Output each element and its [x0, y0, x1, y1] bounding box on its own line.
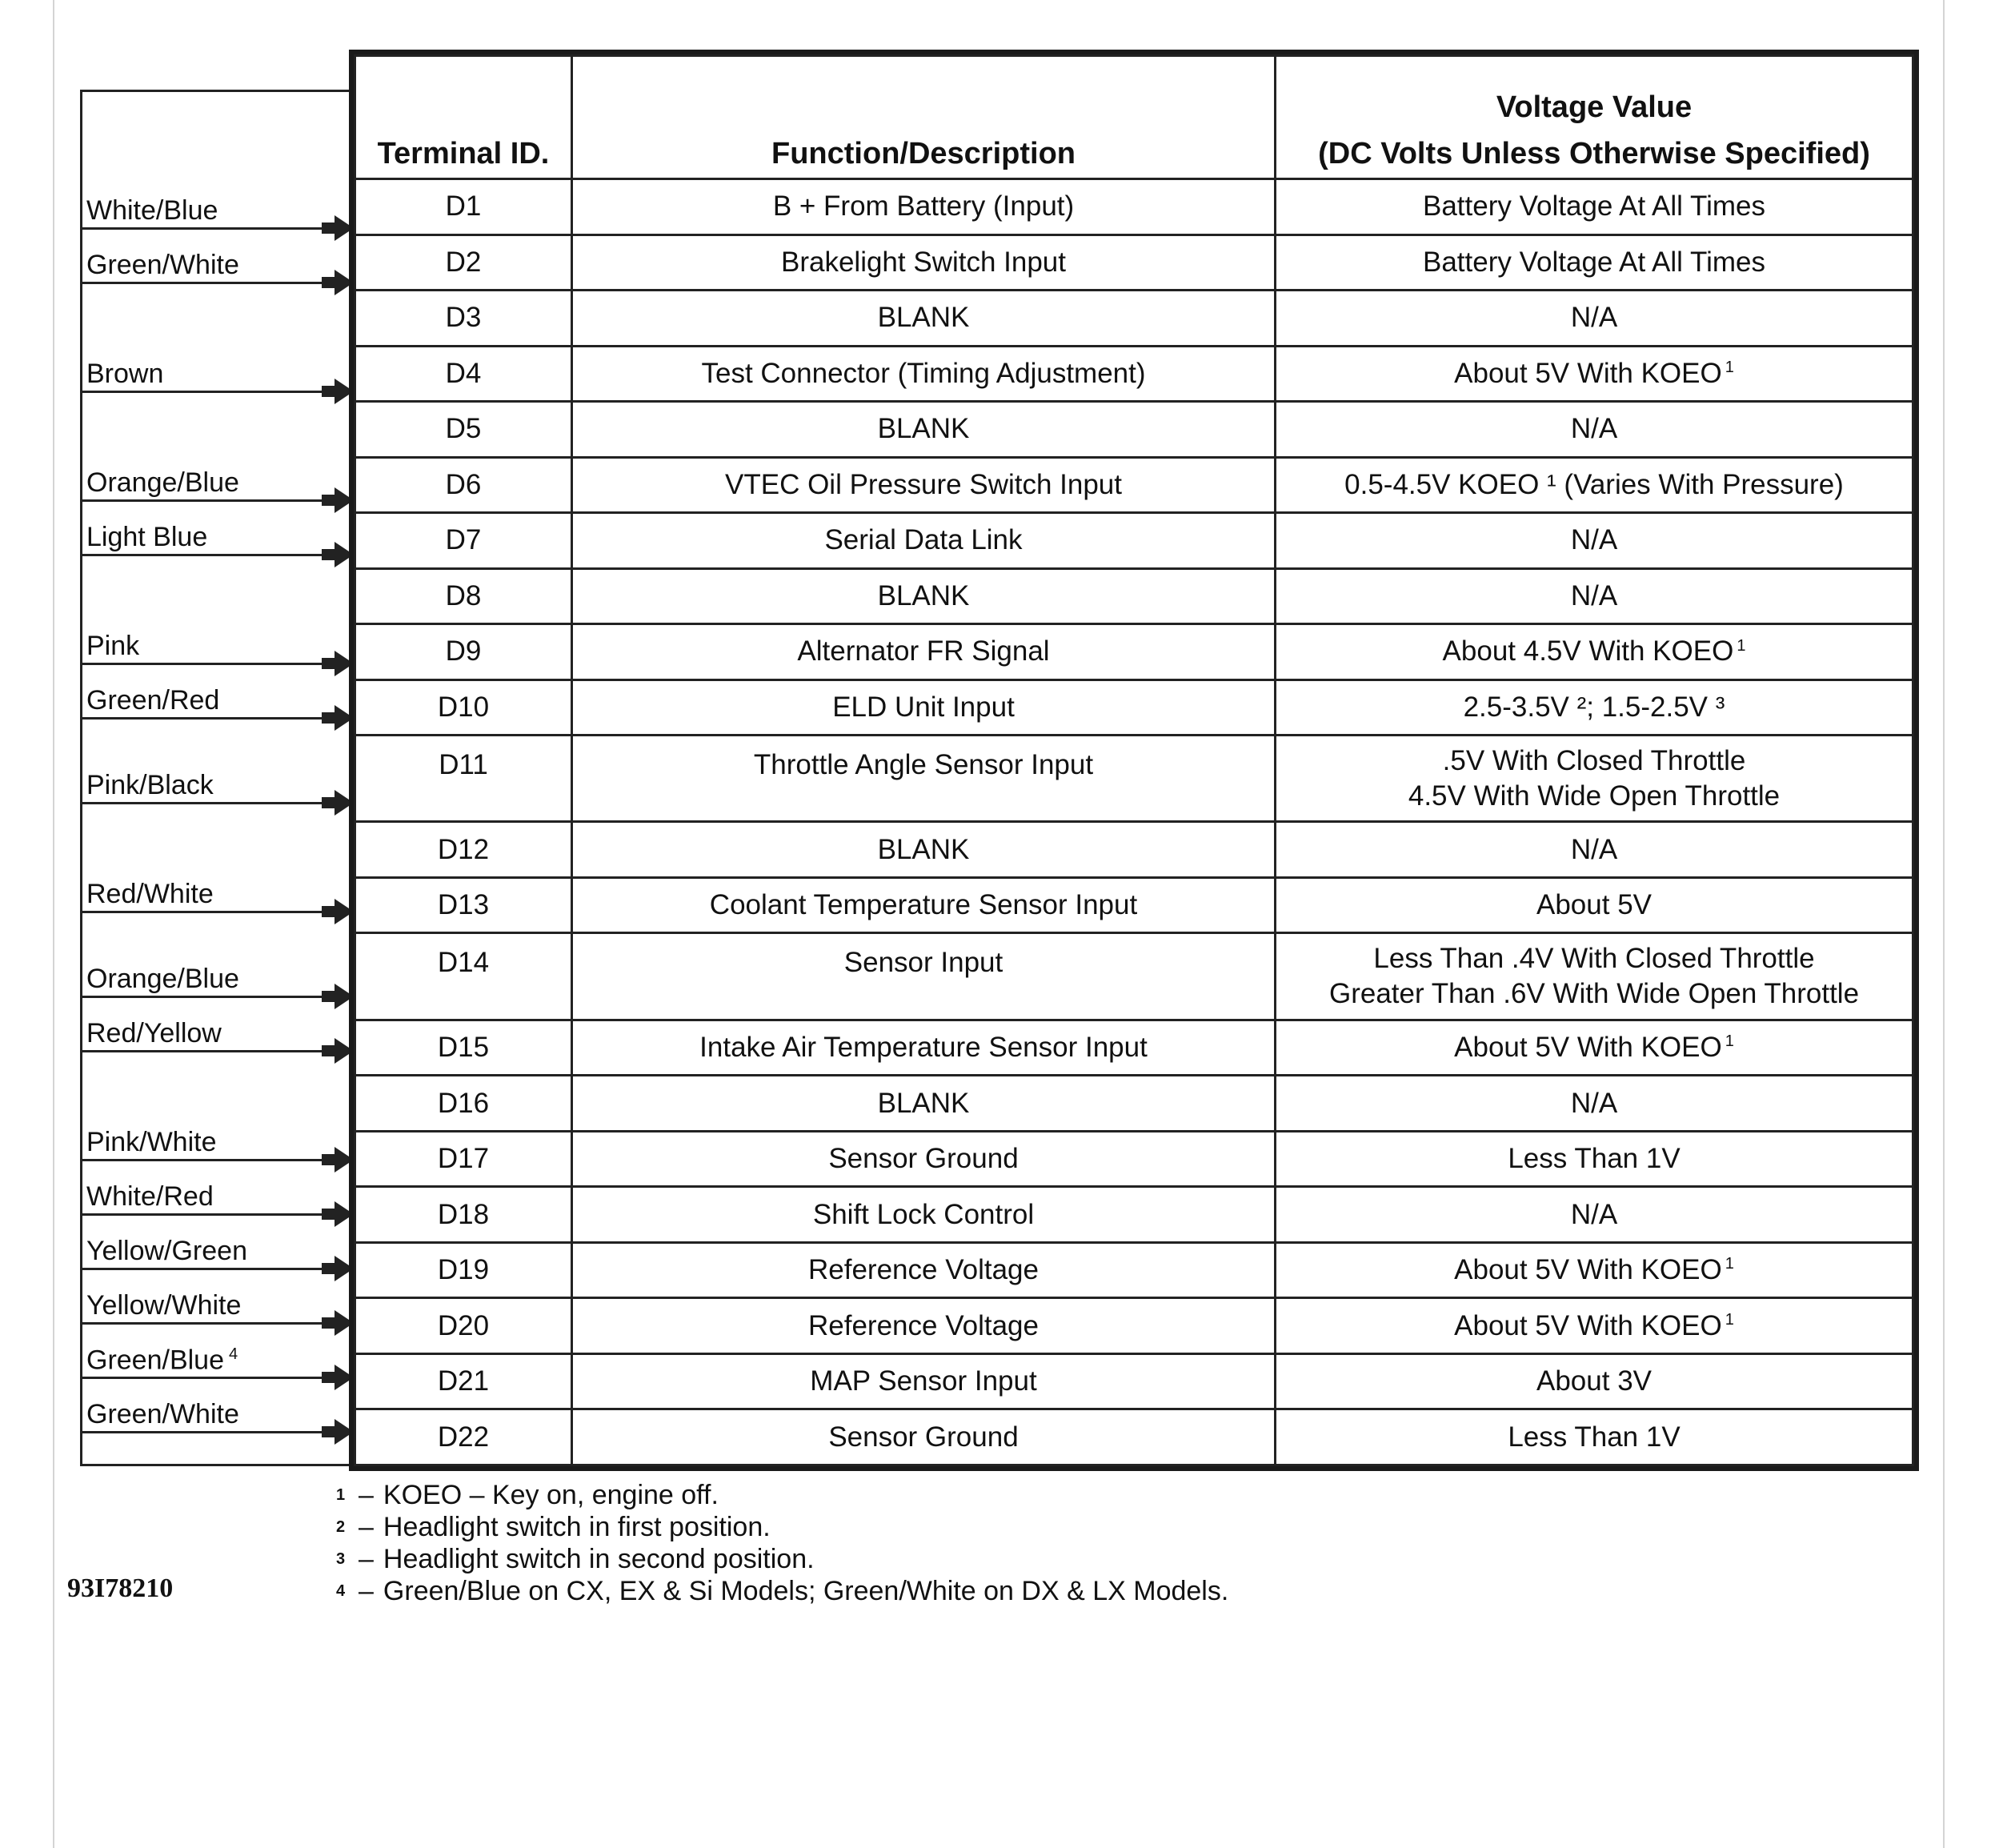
wire-color-label — [86, 880, 214, 908]
terminal-id-cell: D14 — [355, 933, 572, 1020]
wire-color-text: Yellow/Green — [86, 1236, 247, 1266]
voltage-text: About 3V — [1536, 1365, 1652, 1397]
wire-color-label — [86, 469, 239, 496]
voltage-line — [1284, 579, 1904, 614]
table-row — [355, 1409, 1913, 1465]
voltage-cell — [1276, 568, 1913, 624]
voltage-cell — [1276, 291, 1913, 347]
function-cell: Alternator FR Signal — [572, 624, 1276, 680]
footnote — [336, 1575, 1228, 1607]
voltage-line — [1284, 1141, 1904, 1177]
terminal-table — [349, 50, 1919, 1471]
terminal-id-cell: D21 — [355, 1353, 572, 1409]
wire-color-label — [86, 523, 207, 551]
voltage-cell — [1276, 513, 1913, 569]
wire-color-text: Green/Red — [86, 685, 220, 716]
footnote — [336, 1479, 1228, 1511]
function-cell: BLANK — [572, 1076, 1276, 1132]
voltage-line — [1284, 744, 1904, 779]
footnote-text: Headlight switch in second position. — [383, 1544, 815, 1574]
table-row — [355, 346, 1913, 402]
voltage-line — [1284, 1420, 1904, 1455]
voltage-cell — [1276, 877, 1913, 933]
wire-leader — [80, 359, 344, 393]
wire-color-text: Brown — [86, 359, 164, 389]
wire-leader — [80, 879, 344, 913]
voltage-line — [1284, 467, 1904, 503]
wire-color-text: Pink — [86, 631, 140, 661]
voltage-text: Less Than .4V With Closed Throttle — [1373, 943, 1815, 975]
voltage-text: .5V With Closed Throttle — [1442, 744, 1746, 776]
terminal-id-cell: D13 — [355, 877, 572, 933]
footnote-reference: 1 — [1725, 359, 1734, 377]
voltage-cell — [1276, 679, 1913, 736]
wire-color-text: Light Blue — [86, 522, 208, 552]
voltage-header-line2: (DC Volts Unless Otherwise Specified) — [1318, 136, 1870, 170]
voltage-cell — [1276, 1353, 1913, 1409]
voltage-text: About 5V With KOEO — [1454, 1254, 1722, 1286]
wire-leader — [80, 1345, 344, 1379]
voltage-line — [1284, 1253, 1904, 1288]
function-cell: B + From Battery (Input) — [572, 179, 1276, 235]
function-cell: BLANK — [572, 291, 1276, 347]
wire-color-text: White/Red — [86, 1181, 214, 1212]
wire-color-label — [86, 632, 139, 659]
voltage-line — [1284, 1030, 1904, 1065]
wire-color-label — [86, 1292, 241, 1319]
table-row — [355, 1353, 1913, 1409]
voltage-text: N/A — [1570, 1198, 1618, 1230]
voltage-text: Battery Voltage At All Times — [1423, 246, 1765, 278]
terminal-id-cell: D10 — [355, 679, 572, 736]
wire-color-label — [86, 197, 218, 224]
terminal-id-cell: D15 — [355, 1020, 572, 1076]
function-cell: Sensor Ground — [572, 1131, 1276, 1187]
voltage-cell — [1276, 624, 1913, 680]
voltage-text: Less Than 1V — [1508, 1421, 1681, 1453]
wire-color-label — [86, 360, 163, 387]
terminal-id-cell: D20 — [355, 1298, 572, 1354]
footnote — [336, 1543, 1228, 1575]
wire-color-label — [86, 772, 214, 799]
wire-color-label — [86, 1401, 239, 1428]
footnote-dash: – — [359, 1512, 374, 1542]
table-row — [355, 568, 1913, 624]
wire-color-text: Green/White — [86, 1399, 239, 1429]
voltage-cell — [1276, 933, 1913, 1020]
voltage-line — [1284, 300, 1904, 335]
voltage-line — [1284, 1197, 1904, 1233]
function-cell: Reference Voltage — [572, 1298, 1276, 1354]
voltage-line — [1284, 690, 1904, 725]
function-cell: Sensor Ground — [572, 1409, 1276, 1465]
wire-color-text: Red/Yellow — [86, 1018, 222, 1048]
footnote-mark: 3 — [336, 1550, 346, 1568]
voltage-line — [1284, 411, 1904, 447]
voltage-line — [1284, 523, 1904, 558]
wire-color-text: Orange/Blue — [86, 467, 239, 498]
function-cell: VTEC Oil Pressure Switch Input — [572, 457, 1276, 513]
voltage-cell — [1276, 1242, 1913, 1298]
voltage-text: N/A — [1570, 302, 1618, 334]
voltage-line-2: Greater Than .6V With Wide Open Throttle — [1328, 978, 1860, 1010]
function-cell: Sensor Input — [572, 933, 1276, 1020]
function-cell: MAP Sensor Input — [572, 1353, 1276, 1409]
wire-color-label — [86, 1237, 247, 1265]
wire-color-text: Yellow/White — [86, 1290, 242, 1321]
table-row — [355, 877, 1913, 933]
terminal-id-cell: D4 — [355, 346, 572, 402]
wire-leader — [80, 250, 344, 284]
voltage-cell — [1276, 1409, 1913, 1465]
wire-color-label — [86, 1128, 217, 1156]
wire-color-text: Red/White — [86, 879, 214, 909]
function-header: Function/Description — [572, 56, 1276, 179]
voltage-text: About 5V With KOEO — [1454, 1032, 1722, 1064]
wire-color-text: Green/Blue — [86, 1345, 224, 1375]
wire-color-label — [86, 1183, 214, 1210]
voltage-cell — [1276, 736, 1913, 822]
voltage-cell — [1276, 822, 1913, 878]
voltage-line — [1284, 1309, 1904, 1344]
footnote-text: KOEO – Key on, engine off. — [383, 1480, 719, 1510]
terminal-id-cell: D22 — [355, 1409, 572, 1465]
terminal-id-cell: D11 — [355, 736, 572, 822]
table-row — [355, 822, 1913, 878]
voltage-cell — [1276, 1020, 1913, 1076]
table-row — [355, 624, 1913, 680]
terminal-id-header: Terminal ID. — [355, 56, 572, 179]
footnote-text: Green/Blue on CX, EX & Si Models; Green/White on DX & LX Models. — [383, 1576, 1229, 1606]
table-row — [355, 736, 1913, 822]
table-header-row — [355, 56, 1913, 179]
voltage-text: Less Than 1V — [1508, 1143, 1681, 1175]
table-row — [355, 1187, 1913, 1243]
function-cell: Test Connector (Timing Adjustment) — [572, 346, 1276, 402]
voltage-line — [1284, 1364, 1904, 1399]
wire-leader — [80, 522, 344, 556]
voltage-cell — [1276, 346, 1913, 402]
voltage-line — [1284, 634, 1904, 669]
voltage-header — [1276, 56, 1913, 179]
table-row — [355, 679, 1913, 736]
voltage-text: N/A — [1570, 413, 1618, 445]
terminal-id-cell: D6 — [355, 457, 572, 513]
voltage-line — [1284, 1086, 1904, 1121]
footnote-reference: 1 — [1725, 1310, 1734, 1329]
footnote-mark: 4 — [336, 1582, 346, 1600]
figure-id: 93I78210 — [67, 1573, 174, 1603]
function-cell: Coolant Temperature Sensor Input — [572, 877, 1276, 933]
voltage-line — [1284, 356, 1904, 391]
voltage-text: N/A — [1570, 579, 1618, 611]
wire-color-label — [86, 687, 219, 714]
wire-color-label — [86, 965, 239, 992]
voltage-line — [1284, 888, 1904, 923]
wire-leader — [80, 1127, 344, 1161]
table-row — [355, 933, 1913, 1020]
table-row — [355, 179, 1913, 235]
function-cell: ELD Unit Input — [572, 679, 1276, 736]
voltage-text: N/A — [1570, 833, 1618, 865]
voltage-text: N/A — [1570, 1087, 1618, 1119]
terminal-id-cell: D12 — [355, 822, 572, 878]
table-row — [355, 1020, 1913, 1076]
footnote-mark: 2 — [336, 1518, 346, 1536]
voltage-cell — [1276, 457, 1913, 513]
wire-leader — [80, 195, 344, 230]
voltage-cell — [1276, 1187, 1913, 1243]
table-row — [355, 1242, 1913, 1298]
terminal-id-cell: D2 — [355, 235, 572, 291]
wire-color-text: White/Blue — [86, 195, 218, 226]
voltage-text: Battery Voltage At All Times — [1423, 190, 1765, 222]
footnote-reference: 4 — [229, 1345, 238, 1363]
wire-leader — [80, 1181, 344, 1216]
wire-leader — [80, 1399, 344, 1433]
voltage-text: 2.5-3.5V ²; 1.5-2.5V ³ — [1463, 691, 1725, 723]
function-cell: BLANK — [572, 568, 1276, 624]
function-cell: Throttle Angle Sensor Input — [572, 736, 1276, 822]
footnote-dash: – — [359, 1544, 374, 1574]
voltage-line — [1284, 832, 1904, 868]
function-cell: Shift Lock Control — [572, 1187, 1276, 1243]
voltage-text: About 5V With KOEO — [1454, 357, 1722, 389]
voltage-line — [1284, 941, 1904, 976]
table-row — [355, 1298, 1913, 1354]
voltage-header-line1: Voltage Value — [1496, 90, 1693, 124]
table-row — [355, 1076, 1913, 1132]
footnote-reference: 1 — [1725, 1032, 1734, 1051]
footnotes — [336, 1479, 1228, 1607]
voltage-cell — [1276, 1298, 1913, 1354]
wire-leader — [80, 1236, 344, 1270]
wire-color-label — [86, 1346, 238, 1373]
terminal-id-cell: D9 — [355, 624, 572, 680]
wire-color-label — [86, 251, 239, 279]
terminal-id-cell: D17 — [355, 1131, 572, 1187]
page-edge-right — [1943, 0, 1945, 1848]
terminal-id-cell: D7 — [355, 513, 572, 569]
footnote-reference: 1 — [1725, 1255, 1734, 1273]
footnote-reference: 1 — [1737, 636, 1746, 655]
voltage-cell — [1276, 1076, 1913, 1132]
footnote-dash: – — [359, 1576, 374, 1606]
page-edge-left — [53, 0, 54, 1848]
voltage-text: About 4.5V With KOEO — [1442, 635, 1734, 667]
voltage-cell — [1276, 179, 1913, 235]
table-row — [355, 402, 1913, 458]
wire-color-text: Pink/White — [86, 1127, 217, 1157]
voltage-text: N/A — [1570, 524, 1618, 556]
voltage-cell — [1276, 235, 1913, 291]
wire-leader — [80, 631, 344, 665]
function-cell: BLANK — [572, 402, 1276, 458]
wire-leader — [80, 1018, 344, 1052]
voltage-text: 0.5-4.5V KOEO ¹ (Varies With Pressure) — [1344, 468, 1844, 500]
wire-color-text: Orange/Blue — [86, 964, 239, 994]
function-cell: Brakelight Switch Input — [572, 235, 1276, 291]
table-row — [355, 291, 1913, 347]
wire-leader — [80, 467, 344, 502]
voltage-text: About 5V — [1536, 889, 1652, 921]
voltage-text: About 5V With KOEO — [1454, 1309, 1722, 1341]
voltage-line — [1284, 245, 1904, 280]
terminal-id-cell: D1 — [355, 179, 572, 235]
function-cell: BLANK — [572, 822, 1276, 878]
voltage-line-2: 4.5V With Wide Open Throttle — [1408, 780, 1781, 812]
voltage-cell — [1276, 402, 1913, 458]
function-cell: Intake Air Temperature Sensor Input — [572, 1020, 1276, 1076]
wire-leader — [80, 685, 344, 720]
function-cell: Reference Voltage — [572, 1242, 1276, 1298]
voltage-cell — [1276, 1131, 1913, 1187]
table-row — [355, 1131, 1913, 1187]
terminal-id-cell: D16 — [355, 1076, 572, 1132]
footnote-dash: – — [359, 1480, 374, 1510]
function-cell: Serial Data Link — [572, 513, 1276, 569]
terminal-id-cell: D19 — [355, 1242, 572, 1298]
wire-leader — [80, 770, 344, 804]
wire-color-text: Green/White — [86, 250, 239, 280]
terminal-id-cell: D5 — [355, 402, 572, 458]
terminal-id-cell: D8 — [355, 568, 572, 624]
footnote — [336, 1511, 1228, 1543]
terminal-id-cell: D18 — [355, 1187, 572, 1243]
voltage-line — [1284, 189, 1904, 224]
wire-color-label — [86, 1020, 222, 1047]
table-row — [355, 457, 1913, 513]
table-row — [355, 235, 1913, 291]
table-body — [355, 179, 1913, 1465]
footnote-mark: 1 — [336, 1486, 346, 1504]
wire-leader — [80, 1290, 344, 1325]
wire-color-text: Pink/Black — [86, 770, 214, 800]
wire-leader — [80, 964, 344, 998]
terminal-id-cell: D3 — [355, 291, 572, 347]
table-row — [355, 513, 1913, 569]
footnote-text: Headlight switch in first position. — [383, 1512, 771, 1542]
